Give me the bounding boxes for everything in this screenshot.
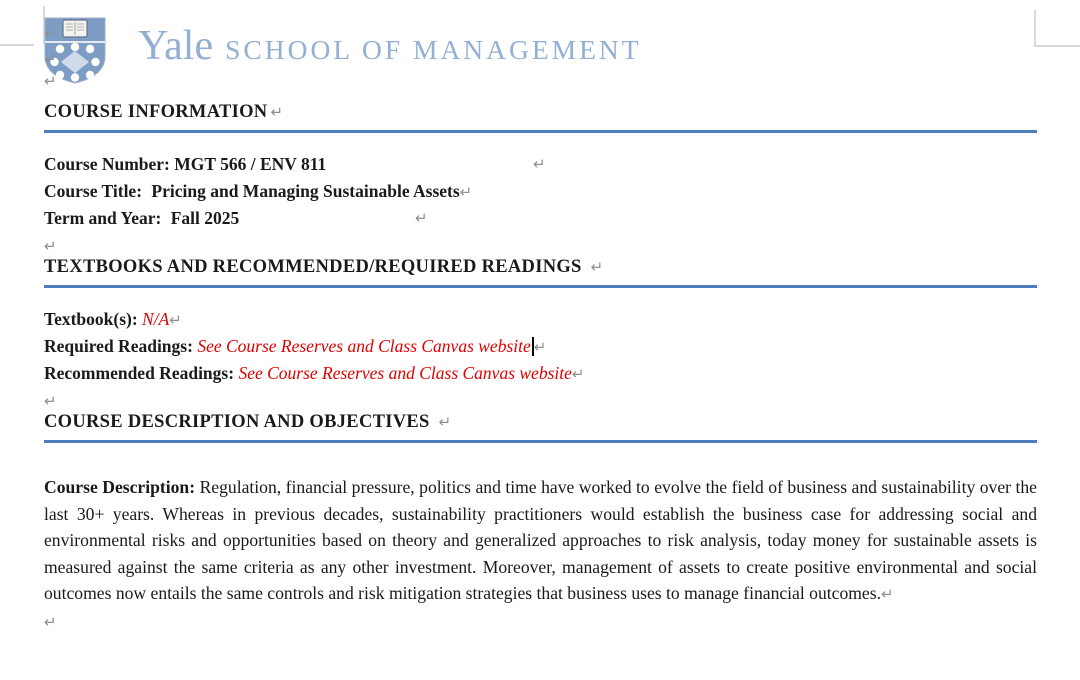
- line-break-mark: ↵: [44, 237, 57, 255]
- margin-crop-mark-top-right-h: [1034, 45, 1080, 47]
- line-break-mark: ↵: [44, 392, 57, 410]
- line-break-mark: ↵: [44, 612, 57, 631]
- course-information-block: [44, 151, 1037, 259]
- course-description-label: Course Description:: [44, 477, 196, 497]
- line-break-mark: ↵: [533, 155, 546, 173]
- course-title-label: Course Title:: [44, 181, 143, 201]
- course-number-value: MGT 566 / ENV 811: [174, 154, 327, 174]
- line-break-mark: ↵: [169, 311, 182, 329]
- heading-text: COURSE INFORMATION: [44, 102, 268, 122]
- line-break-mark: ↵: [571, 365, 585, 383]
- empty-line: [44, 232, 1037, 259]
- wordmark-school-of-management: SCHOOL OF MANAGEMENT: [225, 34, 642, 65]
- course-title-value: Pricing and Managing Sustainable Assets: [151, 181, 460, 201]
- empty-line: [44, 608, 1037, 636]
- course-description-paragraph: [44, 474, 1037, 636]
- line-break-mark: ↵: [44, 72, 57, 90]
- textbook-line: [44, 306, 1037, 333]
- recommended-readings-line: [44, 360, 1037, 387]
- line-break-mark: ↵: [44, 24, 57, 42]
- recommended-readings-label: Recommended Readings:: [44, 363, 235, 383]
- required-readings-line: [44, 333, 1037, 360]
- heading-textbooks: [44, 257, 1037, 288]
- course-number-label: Course Number:: [44, 154, 170, 174]
- line-break-mark: ↵: [44, 50, 57, 68]
- margin-crop-mark-top-left-h: [0, 44, 34, 46]
- term-year-label: Term and Year:: [44, 208, 162, 228]
- required-readings-label: Required Readings:: [44, 336, 193, 356]
- recommended-readings-value: See Course Reserves and Class Canvas website: [238, 363, 572, 383]
- textbook-label: Textbook(s):: [44, 309, 138, 329]
- textbooks-block: [44, 306, 1037, 414]
- term-year-value: Fall 2025: [170, 208, 240, 228]
- line-break-mark: ↵: [590, 258, 604, 276]
- line-break-mark: ↵: [415, 209, 428, 227]
- line-break-mark: ↵: [880, 585, 894, 604]
- required-readings-value: See Course Reserves and Class Canvas website: [197, 336, 531, 356]
- line-break-mark: ↵: [438, 413, 452, 431]
- empty-line: [44, 387, 1037, 414]
- textbook-value: N/A: [142, 309, 170, 329]
- margin-crop-mark-top-right-v: [1034, 10, 1036, 46]
- course-number-line: [44, 151, 1037, 178]
- heading-course-description: [44, 412, 1037, 443]
- line-break-mark: ↵: [270, 103, 284, 121]
- wordmark-yale: Yale: [138, 23, 214, 69]
- course-title-line: [44, 178, 1037, 205]
- line-break-mark: ↵: [459, 183, 473, 201]
- line-break-mark: ↵: [533, 338, 547, 356]
- yale-som-wordmark: [138, 22, 642, 70]
- heading-course-information: [44, 102, 1037, 133]
- heading-text: TEXTBOOKS AND RECOMMENDED/REQUIRED READINGS: [44, 257, 582, 277]
- heading-text: COURSE DESCRIPTION AND OBJECTIVES: [44, 412, 430, 432]
- course-description-body: Regulation, financial pressure, politics and time have worked to evolve the field of business and sustainability over the last 30+ years. Whereas in previous decades, sustainability practitioners would establish the business case for addressing social and environmental risks and opportunities based on theory and generalized approaches to risk analysis, today money for sustainable assets is measured against the same criteria as any other investment. Moreover, management of assets to create positive environmental and social outcomes now entails the same controls and risk mitigation strategies that business uses to manage financial outcomes.: [44, 477, 1037, 604]
- term-year-line: [44, 205, 1037, 232]
